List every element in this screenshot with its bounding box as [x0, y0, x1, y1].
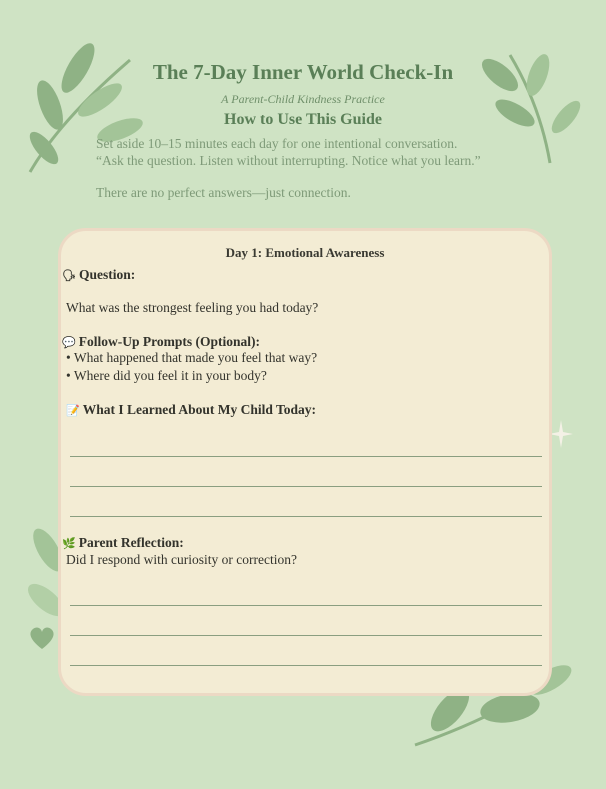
day-card: [58, 228, 552, 696]
writing-line-reflection-1[interactable]: [70, 605, 542, 606]
question-text: What was the strongest feeling you had today?: [66, 300, 319, 315]
question-label: Question:: [78, 267, 136, 282]
intro-line-3: There are no perfect answers—just connection.: [96, 185, 351, 200]
learned-heading: [66, 402, 316, 418]
writing-line-reflection-2[interactable]: [70, 635, 542, 636]
memo-icon: 📝: [66, 404, 80, 417]
followup-heading: [62, 334, 260, 350]
page-title: The 7-Day Inner World Check-In: [152, 60, 454, 84]
reflection-label: Parent Reflection:: [78, 535, 184, 550]
guide-heading: How to Use This Guide: [224, 111, 382, 128]
intro-line-2: “Ask the question. Listen without interrupting. Notice what you learn.”: [96, 153, 481, 168]
intro-line-1: Set aside 10–15 minutes each day for one intentional conversation.: [96, 136, 458, 151]
writing-line-learned-3[interactable]: [70, 516, 542, 517]
writing-line-learned-2[interactable]: [70, 486, 542, 487]
reflection-text: Did I respond with curiosity or correction?: [66, 552, 297, 567]
followup-label: Follow-Up Prompts (Optional):: [78, 334, 260, 349]
sparkle-icon: [549, 420, 573, 448]
speaking-head-icon: 🗣: [62, 269, 76, 282]
herb-icon: 🌿: [62, 537, 76, 550]
speech-bubble-icon: 💬: [62, 336, 76, 349]
learned-label: What I Learned About My Child Today:: [82, 402, 317, 417]
reflection-heading: [62, 535, 184, 551]
followup-item-1: • What happened that made you feel that way?: [66, 350, 318, 365]
page-subtitle: A Parent-Child Kindness Practice: [221, 92, 385, 106]
day-title: Day 1: Emotional Awareness: [225, 245, 385, 260]
heart-icon: [28, 625, 56, 651]
question-heading: [62, 267, 135, 283]
writing-line-learned-1[interactable]: [70, 456, 542, 457]
followup-item-2: • Where did you feel it in your body?: [66, 368, 267, 383]
writing-line-reflection-3[interactable]: [70, 665, 542, 666]
